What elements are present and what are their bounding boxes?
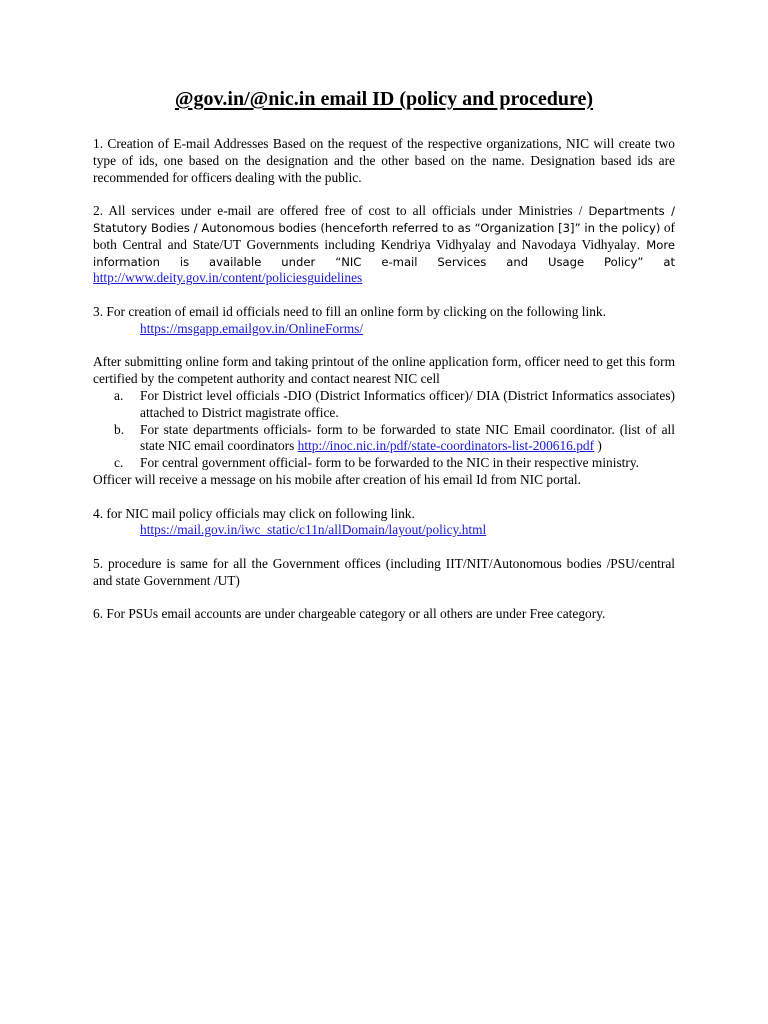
list-item-text-after: )	[594, 438, 602, 454]
list-marker: a.	[114, 387, 124, 403]
state-coordinators-link[interactable]: http://inoc.nic.in/pdf/state-coordinators-list-200616.pdf	[297, 438, 595, 454]
page-title: @gov.in/@nic.in email ID (policy and procedure)	[174, 88, 594, 110]
list-item-text: For state departments officials- form to be forwarded to state NIC Email coordinator. (list of all state NIC email coordinators	[140, 421, 675, 454]
paragraph-4: 4. for NIC mail policy officials may click on following link.	[93, 505, 415, 521]
document-body	[93, 136, 675, 640]
paragraph-1: 1. Creation of E-mail Addresses Based on the request of the respective organizations, NIC will create two type of ids, one based on the designation and the other based on the name. Designation based ids are recommended for officers dealing with the public.	[93, 136, 675, 185]
online-forms-link[interactable]: https://msgapp.emailgov.in/OnlineForms/	[140, 320, 364, 336]
list-item-text: For District level officials -DIO (District Informatics officer)/ DIA (District Informatics associates) attached to District magistrate office.	[140, 387, 675, 420]
paragraph-6: 6. For PSUs email accounts are under chargeable category or all others are under Free category.	[93, 606, 606, 622]
paragraph-2-text-cont: of both Central and State/UT Governments including Kendriya Vidhyalay and Navodaya Vidhyalay	[93, 219, 675, 252]
deity-policy-link[interactable]: http://www.deity.gov.in/content/policiesguidelines	[93, 270, 363, 286]
procedure-list	[93, 388, 675, 472]
list-marker: b.	[114, 421, 125, 437]
paragraph-3-link-line	[93, 321, 675, 338]
list-item	[93, 422, 675, 456]
list-item	[93, 455, 675, 472]
list-item-text: For central government official- form to be forwarded to the NIC in their respective ministry.	[140, 455, 640, 471]
mail-policy-link[interactable]: https://mail.gov.in/iwc_static/c11n/allDomain/layout/policy.html	[140, 522, 487, 538]
procedure-intro: After submitting online form and taking printout of the online application form, officer need to get this form certified by the competent authority and contact nearest NIC cell	[93, 354, 675, 387]
paragraph-2	[93, 203, 675, 287]
paragraph-4-link-line	[93, 522, 675, 539]
procedure-section	[93, 354, 675, 488]
paragraph-2-text: 2. All services under e-mail are offered free of cost to all officials under Ministries /	[93, 203, 583, 219]
list-marker: c.	[114, 455, 124, 471]
paragraph-3: 3. For creation of email id officials need to fill an online form by clicking on the following link.	[93, 303, 606, 319]
paragraph-5: 5. procedure is same for all the Government offices (including IIT/NIT/Autonomous bodies /PSU/central and state Government /UT)	[93, 555, 675, 588]
paragraph-2-sans-text-2: . More information is available under “NIC e-mail Services and Usage Policy” at	[93, 237, 675, 269]
paragraph-2-sans-text: Departments / Statutory Bodies / Autonomous bodies (henceforth referred to as “Organization [3]” in the policy)	[93, 204, 676, 235]
procedure-outro: Officer will receive a message on his mobile after creation of his email Id from NIC portal.	[93, 471, 581, 487]
list-item	[93, 388, 675, 422]
